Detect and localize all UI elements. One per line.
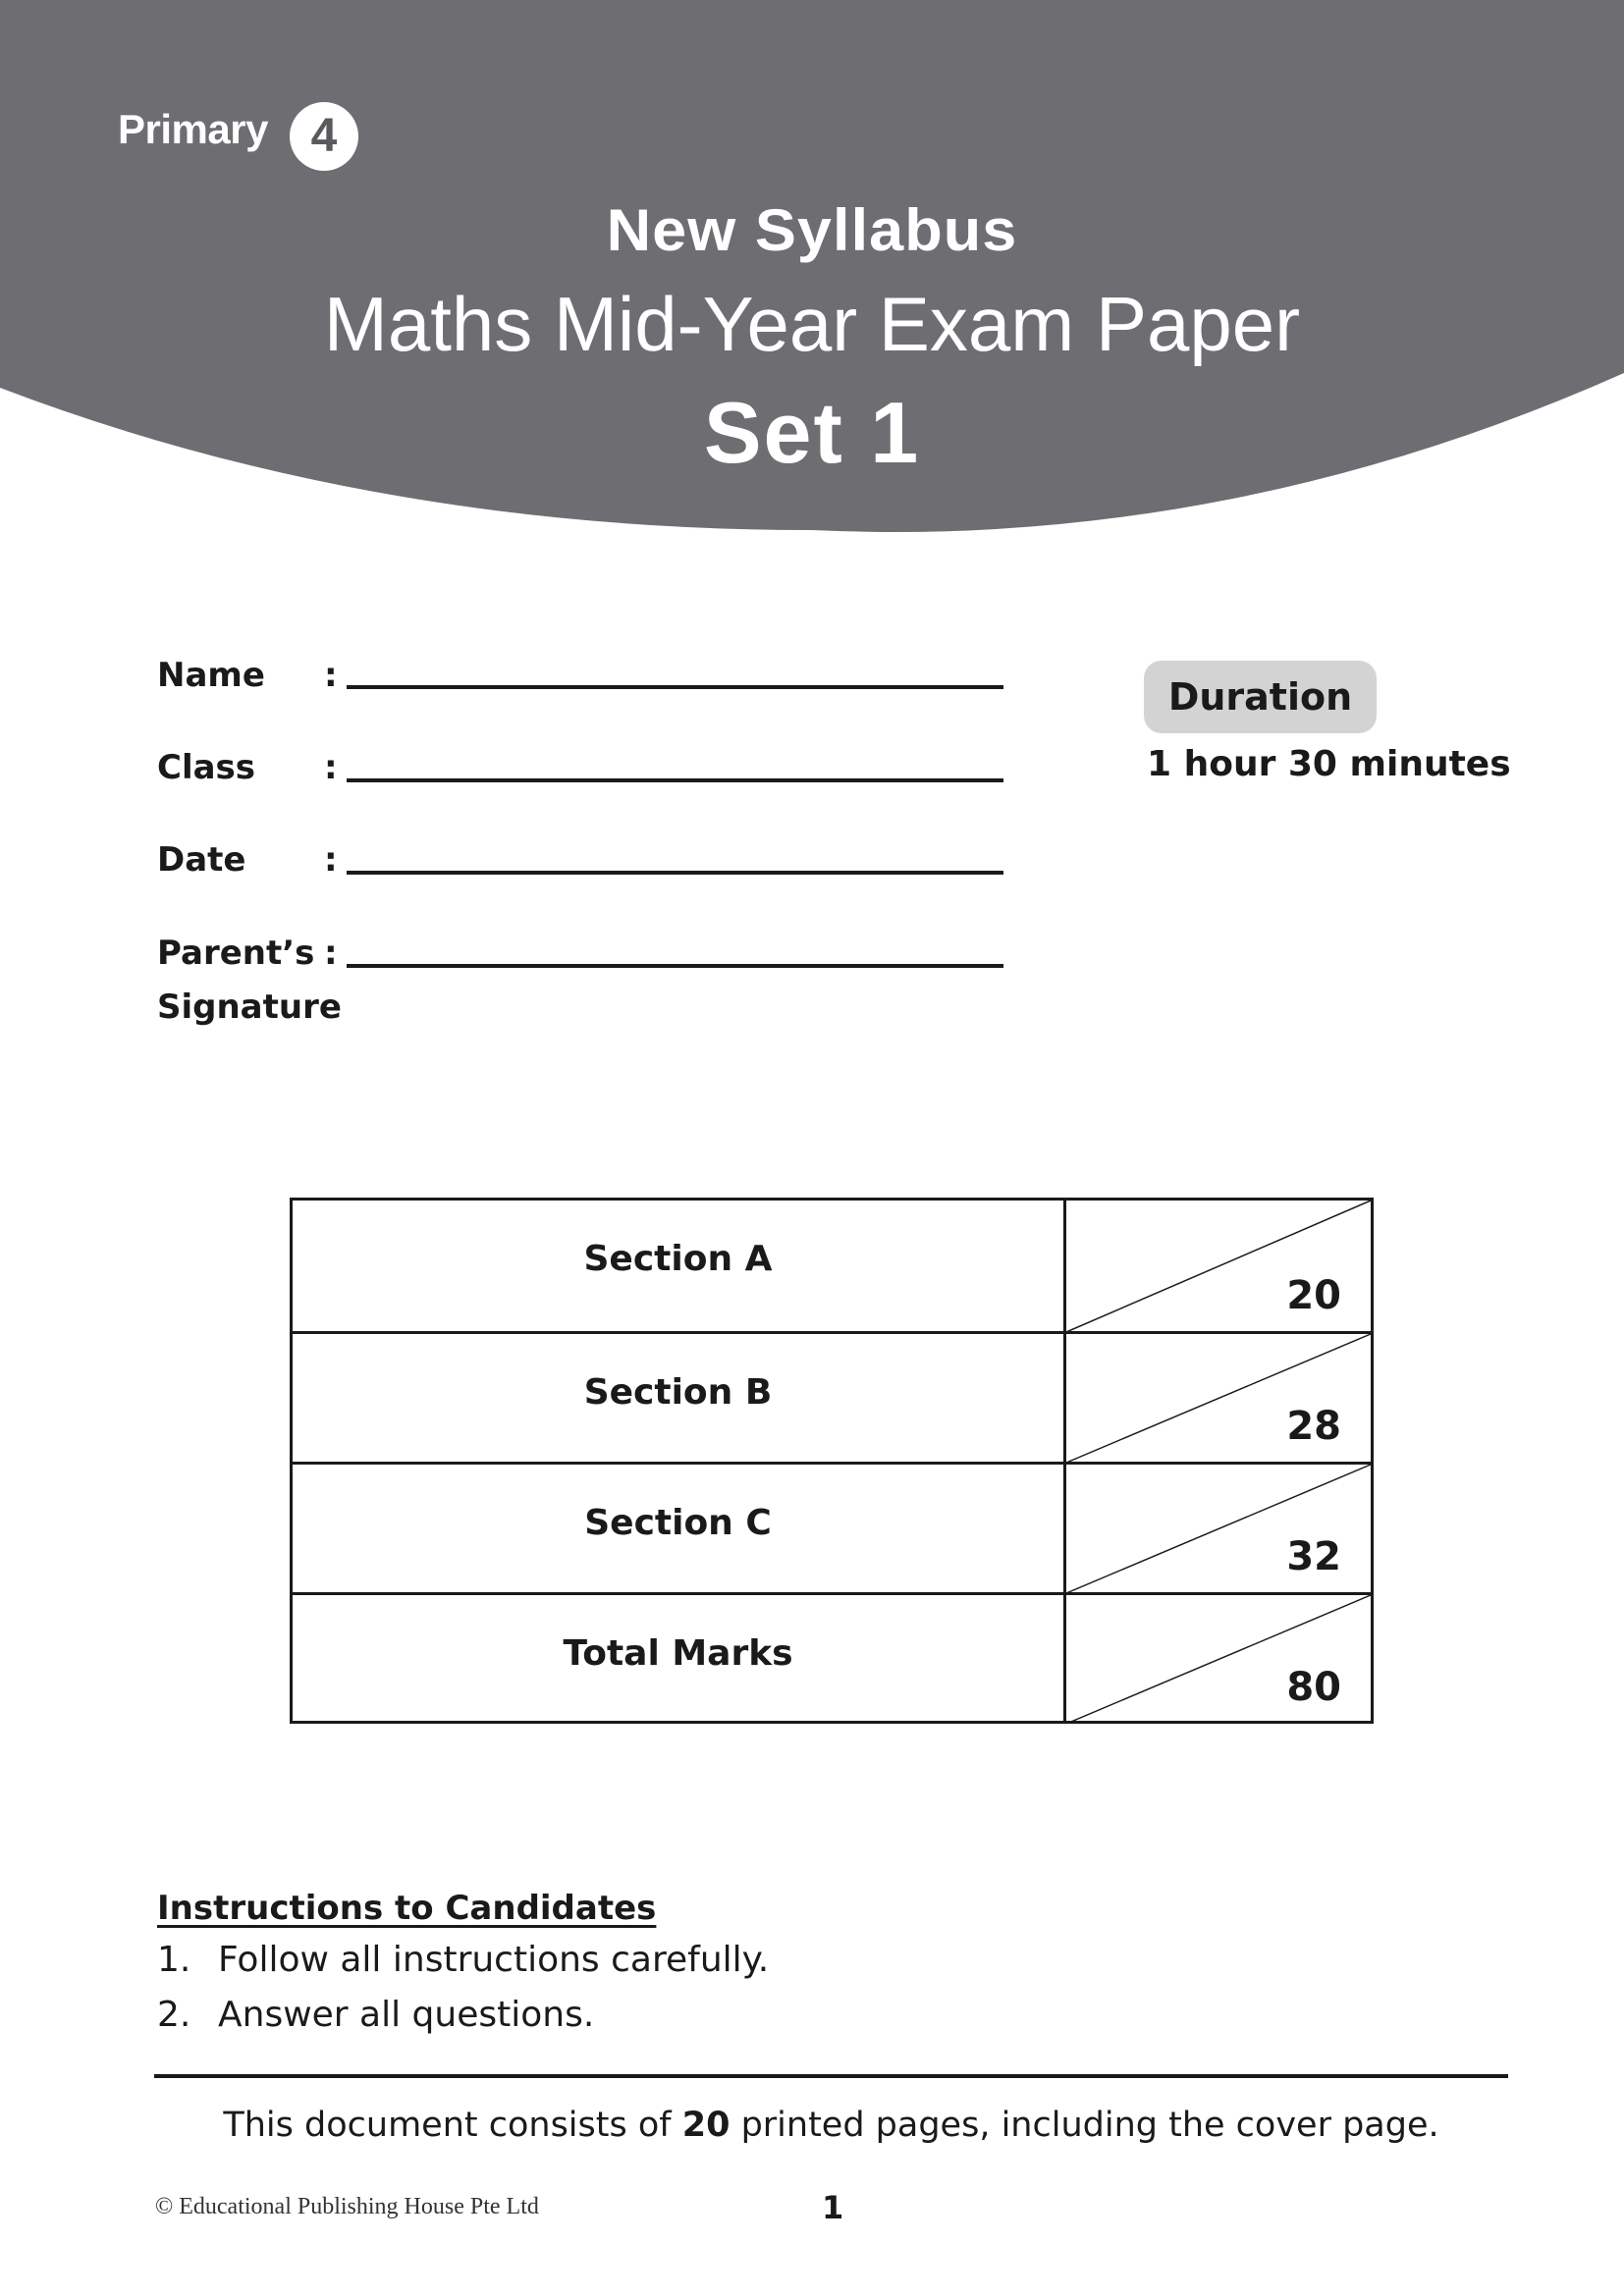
section-label: Section A [293,1201,1066,1332]
instruction-number: 1. [157,1940,191,1980]
max-marks: 32 [1286,1534,1341,1579]
section-label: Section B [293,1334,1066,1463]
table-row [293,1331,1371,1463]
document-note-suffix: printed pages, including the cover page. [730,2106,1439,2145]
class-label: Class [157,748,256,787]
max-marks: 28 [1286,1404,1341,1449]
duration-value: 1 hour 30 minutes [1147,744,1511,784]
table-row [293,1592,1371,1724]
parent-signature-colon: : [324,934,338,973]
subtitle: New Syllabus [606,197,1018,263]
instruction-item [157,1995,594,2035]
parent-signature-field[interactable] [347,964,1003,968]
duration-badge: Duration [1144,661,1377,733]
divider [154,2074,1508,2078]
section-label: Section C [293,1465,1066,1593]
copyright: © Educational Publishing House Pte Ltd [155,2194,539,2219]
instructions-title: Instructions to Candidates [157,1889,657,1928]
marks-cell[interactable] [1066,1595,1371,1724]
date-label: Date [157,840,246,880]
class-colon: : [324,748,338,787]
set-label: Set 1 [703,384,921,481]
page-number: 1 [822,2189,844,2226]
marks-table [290,1198,1374,1724]
marks-cell[interactable] [1066,1201,1371,1332]
total-label: Total Marks [293,1595,1066,1724]
instruction-number: 2. [157,1995,191,2035]
grade-number-badge: 4 [290,102,358,171]
instruction-text: Follow all instructions carefully. [218,1940,770,1980]
date-colon: : [324,840,338,880]
document-note [154,2106,1508,2145]
table-row [293,1462,1371,1593]
max-marks: 20 [1286,1273,1341,1318]
instruction-item [157,1940,769,1980]
page-count: 20 [681,2106,731,2145]
name-colon: : [324,656,338,695]
table-row [293,1201,1371,1332]
date-field[interactable] [347,871,1003,875]
marks-cell[interactable] [1066,1334,1371,1463]
name-field[interactable] [347,685,1003,689]
name-label: Name [157,656,265,695]
document-note-prefix: This document consists of [223,2106,682,2145]
parent-signature-label-line2: Signature [157,988,342,1027]
marks-cell[interactable] [1066,1465,1371,1593]
total-marks: 80 [1286,1665,1341,1710]
level-label: Primary [118,106,268,152]
class-field[interactable] [347,778,1003,782]
instruction-text: Answer all questions. [218,1995,595,2035]
parent-signature-label: Parent’s [157,934,315,973]
page-title: Maths Mid-Year Exam Paper [323,281,1301,367]
